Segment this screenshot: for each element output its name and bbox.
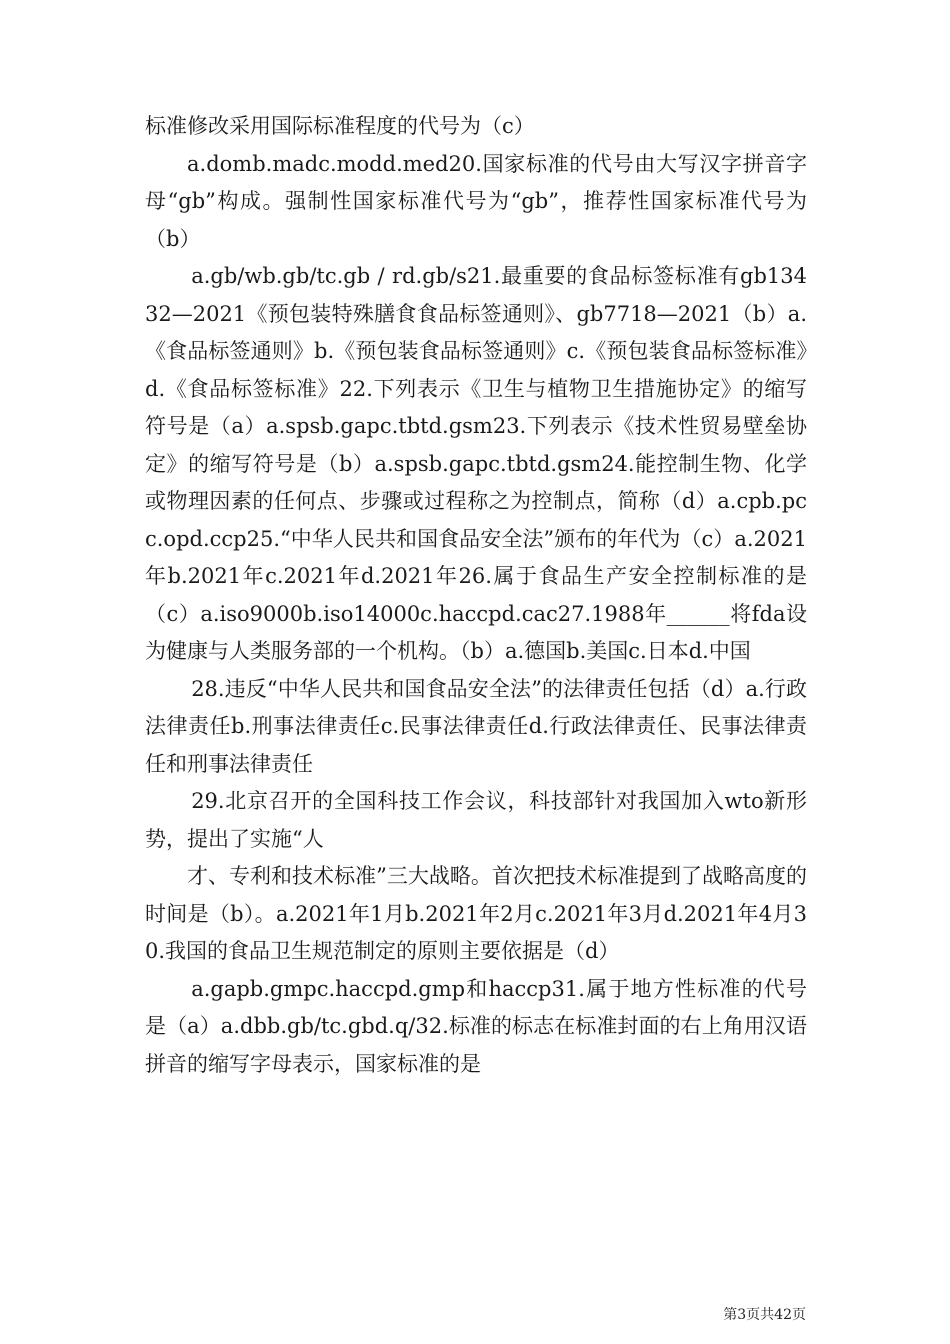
paragraph-2: a.domb.madc.modd.med20.国家标准的代号由大写汉字拼音字母“gb”构成。强制性国家标准代号为“gb”，推荐性国家标准代号为（b）	[145, 151, 807, 251]
paragraph-6: 才、专利和技术标准”三大战略。首次把技术标准提到了战略高度的时间是（b）。a.2021年1月b.2021年2月c.2021年3月d.2021年4月30.我国的食品卫生规范制定的原则主要依据是（d）	[145, 864, 807, 963]
paragraph-5: 29.北京召开的全国科技工作会议，科技部针对我国加入wto新形势，提出了实施“人	[145, 789, 807, 851]
paragraph-1: 标准修改采用国际标准程度的代号为（c）	[145, 114, 535, 138]
paragraph-3: a.gb/wb.gb/tc.gb / rd.gb/s21.最重要的食品标签标准有gb13432—2021《预包装特殊膳食食品标签通则》、gb7718—2021（b）a.《食品标签通则》b.《预包装食品标签通则》c.《预包装食品标签标准》d.《食品标签标准》22.下列表示《卫生与植物卫生措施协定》的缩写符号是（a）a.spsb.gapc.tbtd.gsm23.下列表示《技术性贸易壁垒协定》的缩写符号是（b）a.spsb.gapc.tbtd.gsm24.能控制生物、化学或物理因素的任何点、步骤或过程称之为控制点，简称（d）a.cpb.pcc.opd.ccp25.“中华人民共和国食品安全法”颁布的年代为（c）a.2021年b.2021年c.2021年d.2021年26.属于食品生产安全控制标准的是（c）a.iso9000b.iso14000c.haccpd.cac27.1988年______将fda设为健康与人类服务部的一个机构。（b）a.德国b.美国c.日本d.中国	[145, 264, 807, 663]
paragraph-4: 28.违反“中华人民共和国食品安全法”的法律责任包括（d）a.行政法律责任b.刑事法律责任c.民事法律责任d.行政法律责任、民事法律责任和刑事法律责任	[145, 676, 807, 776]
page-number-footer: 第3页共42页	[723, 1307, 806, 1323]
document-body	[145, 108, 807, 1083]
paragraph-7: a.gapb.gmpc.haccpd.gmp和haccp31.属于地方性标准的代号是（a）a.dbb.gb/tc.gbd.q/32.标准的标志在标准封面的右上角用汉语拼音的缩写字母表示，国家标准的是	[145, 976, 807, 1076]
